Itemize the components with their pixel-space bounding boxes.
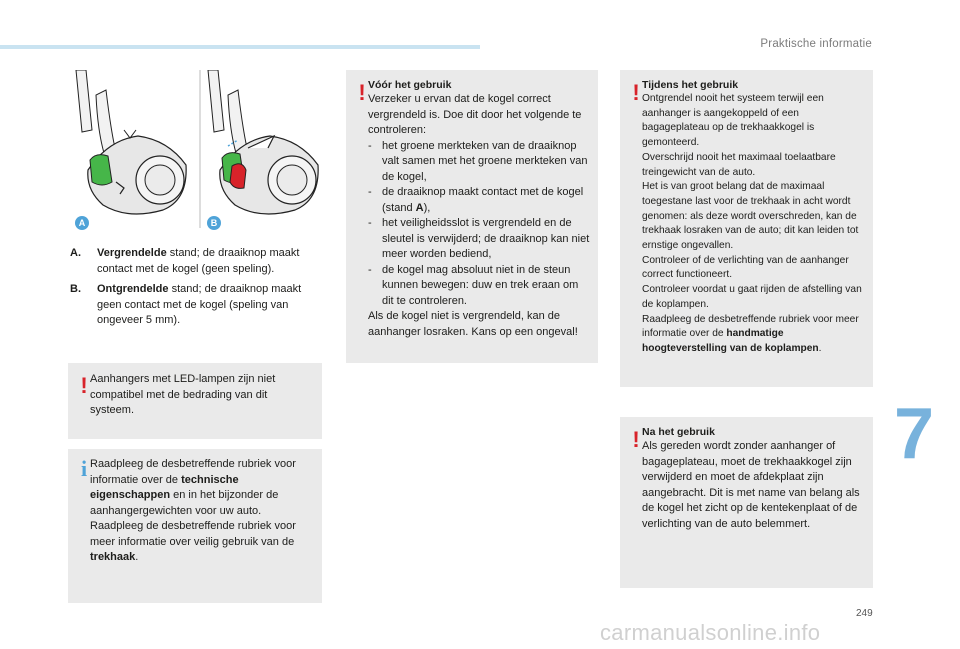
box-title: Na het gebruik — [642, 426, 715, 438]
definition-locked — [70, 246, 324, 277]
box-paragraph: Overschrijd nooit het maximaal toelaatbare treingewicht van de auto. — [642, 151, 836, 178]
warning-icon: ! — [632, 427, 640, 452]
section-title: Praktische informatie — [760, 38, 872, 50]
box-title: Tijdens het gebruik — [642, 79, 739, 91]
box-paragraph: Raadpleeg de desbetreffende rubriek voor meer informatie over de handmatige hoogteverstelling van de koplampen. — [642, 313, 859, 354]
during-use-warning-box — [620, 70, 873, 387]
definition-key: A. — [70, 247, 81, 259]
box-paragraph: Als gereden wordt zonder aanhanger of bagageplateau, moet de trekhaakkogel zijn verwijderd en moet de afdekplaat zijn aangebracht. Dit is met name van belang als de kogel het zicht op de kentekenplaat of de verlichting van de auto belemmert. — [642, 440, 860, 530]
definition-term: Ontgrendelde — [97, 283, 169, 295]
after-use-warning-box — [620, 417, 873, 588]
box-outro: Als de kogel niet is vergrendeld, kan de aanhanger losraken. Kans op een ongeval! — [368, 310, 578, 338]
info-icon: i — [80, 456, 88, 481]
box-title: Vóór het gebruik — [368, 79, 452, 91]
definition-key: B. — [70, 283, 81, 295]
led-warning-text: Aanhangers met LED-lampen zijn niet compatibel met de bedrading van dit systeem. — [90, 373, 276, 416]
page-number: 249 — [856, 608, 873, 619]
check-item: - de draaiknop maakt contact met de kogel (stand A), — [368, 186, 584, 214]
led-warning-box — [68, 363, 322, 439]
info-box — [68, 449, 322, 603]
box-paragraph: Het is van groot belang dat de maximaal toegestane last voor de trekhaak in acht wordt genomen: als deze wordt overschreden, kan de trekhaak losraken van de auto; dit kan leiden tot ernstige ongevallen. — [642, 181, 859, 252]
figure-label-b: B — [207, 216, 221, 230]
check-item: - het groene merkteken van de draaiknop valt samen met het groene merkteken van de kogel, — [368, 139, 588, 183]
before-use-warning-box — [346, 70, 598, 363]
definition-text: stand; de draaiknop maakt contact met de kogel (geen speling). — [97, 247, 300, 275]
illustration-unlocked — [198, 70, 324, 228]
check-item: - de kogel mag absoluut niet in de steun kunnen bewegen: duw en trek eraan om dit te controleren. — [368, 263, 579, 307]
box-paragraph: Controleer of de verlichting van de aanhanger correct functioneert. — [642, 254, 849, 281]
definition-text: stand; de draaiknop maakt geen contact met de kogel (speling van ongeveer 5 mm). — [97, 283, 302, 326]
illustration-locked — [68, 70, 194, 228]
figure-label-a: A — [75, 216, 89, 230]
info-paragraph: Raadpleeg de desbetreffende rubriek voor meer informatie over veilig gebruik van de trekhaak. — [90, 520, 296, 563]
info-paragraph: Raadpleeg de desbetreffende rubriek voor informatie over de technische eigenschappen en in het bijzonder de aanhangergewichten voor uw auto. — [90, 458, 296, 517]
box-paragraph: Ontgrendel nooit het systeem terwijl een aanhanger is aangekoppeld of een bagageplateau op de trekhaakkogel is gemonteerd. — [642, 93, 824, 149]
watermark: carmanualsonline.info — [600, 620, 821, 645]
box-intro: Verzeker u ervan dat de kogel correct vergrendeld is. Doe dit door het volgende te controleren: — [368, 93, 582, 136]
warning-icon: ! — [80, 373, 88, 398]
check-item: - het veiligheidsslot is vergrendeld en de sleutel is verwijderd; de draaiknop kan niet meer worden bediend, — [368, 217, 590, 260]
chapter-number: 7 — [894, 394, 935, 474]
position-definitions — [70, 246, 324, 334]
definition-unlocked — [70, 282, 324, 329]
towbar-knob-locked-drawing — [68, 70, 194, 228]
warning-icon: ! — [358, 80, 366, 105]
header-bar — [0, 45, 480, 49]
definition-term: Vergrendelde — [97, 247, 167, 259]
towbar-knob-unlocked-drawing — [198, 70, 324, 228]
box-paragraph: Controleer voordat u gaat rijden de afstelling van de koplampen. — [642, 284, 862, 310]
warning-icon: ! — [632, 80, 640, 105]
